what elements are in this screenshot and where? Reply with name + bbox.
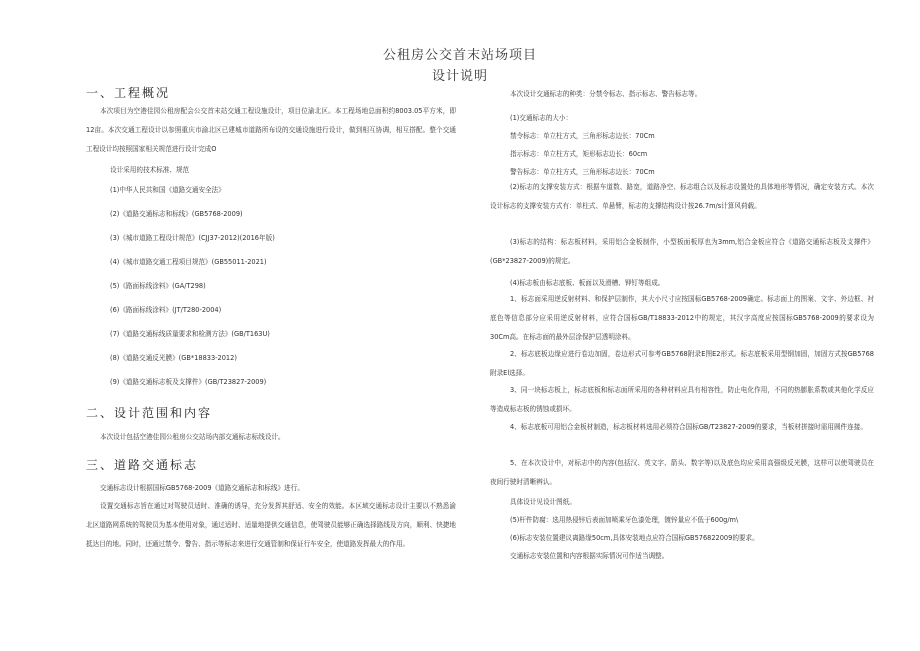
sign-size-item: 警告标志：单立柱方式，三角形标志边长：70Cm: [510, 168, 655, 176]
section-3-heading: 三、道路交通标志: [86, 458, 199, 472]
note-3-paragraph: 3、同一块标志板上，标志底板和标志面所采用的各种材料应具有相容性，防止电化作用，不同的热膨胀系数或其他化学反应等造成标志板的锈蚀或损坏。: [490, 386, 874, 413]
sign-components-paragraph: (4)标志板由标志底板、板面以及滑槽、钾钉等组成。: [510, 279, 665, 287]
document-subtitle: 设计说明: [431, 69, 488, 84]
standards-intro: 设计采用的技术标准、规范: [110, 166, 190, 174]
section-3-paragraph-2: 设置交通标志旨在通过对驾驶员适时、准确的诱导，充分发挥其舒适、安全的效能。本区域交通标志设计主要以不熟悉渝北区道路网系统的驾驶员为基本使用对象，通过适时、适量地提供交通信息，使驾驶员能够正确选择路线及方向，顺利、快捷地抵达目的地。同时，还通过禁令、警告、指示等标志来进行交通管制和保证行车安全，使道路发挥最大的作用。: [86, 502, 456, 548]
sign-size-title: (1)交通标志的大小：: [510, 114, 573, 122]
sign-size-item: 禁令标志：单立柱方式，三角形标志边长：70Cm: [510, 132, 655, 140]
document-title: 公租房公交首末站场项目: [382, 48, 537, 63]
sign-size-item: 指示标志：单立柱方式，矩形标志边长：60cm: [510, 150, 648, 158]
standard-item: (5)《路面标线涂料》(GA/T298): [110, 282, 206, 290]
standard-item: (9)《道路交通标志板及支撑件》(GB/T23827-2009): [110, 378, 267, 386]
standard-item: (2)《道路交通标志和标线》(GB5768-2009): [110, 210, 243, 218]
sign-structure-paragraph: (3)标志的结构：标志板材料，采用铝合金板制作，小型板面板厚也为3mm,铝合金板应符合《道路交通标志板及支撑件》(GB*23827-2009)的规定。: [490, 238, 874, 265]
anticorrosion-note: (5)杆件防腐：选用热侵锌后表面加喷乘牙色漆处理，镀锌量应不低于600g/m\: [510, 516, 739, 524]
standard-item: (6)《路面标线涂料》(JT/T280-2004): [110, 306, 222, 314]
standard-item: (1)中华人民共和国《道路交通安全法》: [110, 186, 225, 194]
standard-item: (4)《城市道路交通工程项目规范》(GB55011-2021): [110, 258, 267, 266]
section-1-paragraph: 本次项目为空港佳园公租房配会公交首末站交通工程设施设计，项目位渝北区。本工程场地总面积约8003.05平方米，即12亩。本次交通工程设计以参照重庆市渝北区已建城市道路所布设的交通设施进行设计，做到相互协调，相互搭配。整个交通工程设计均按照国家相关规范进行设计完成O: [86, 107, 456, 153]
note-4-paragraph: 4、标志底板可用铝合金板材制造，标志板材料选用必须符合国标GB/T23827-2009的要求，当板材拼接时需用圆件连接。: [510, 423, 867, 431]
note-2-paragraph: 2、标志底板边缘应进行卷边加固，卷边形式可参考GB5768附录E图E2形式。标志底板采用型钢加固，加固方式按GB5768附录El选择。: [490, 350, 874, 377]
see-drawings-note: 具体设计见设计图纸。: [510, 498, 576, 506]
section-2-paragraph: 本次设计包括空港佳园公租房公交站场内部交通标志标线设计。: [100, 433, 285, 441]
note-5-paragraph: 5、在本次设计中，对标志中的内容(包括汉、英文字、箭头、数字等)以及底色均应采用高强级反光膜，这样可以使驾驶员在夜间行驶时清晰辨认。: [490, 459, 874, 486]
standard-item: (7)《道路交通标线质量要求和检测方法》(GB/T163U): [110, 330, 270, 338]
support-method-paragraph: (2)标志的支撑安装方式：根据车道数、路宽，道路净空、标志组合以及标志设置处的具体地形等情况，确定安装方式。本次设计标志的支撑安装方式有：单柱式、单悬臂，标志的支撑结构设计按26.7m/s计算风荷载。: [490, 183, 874, 210]
standard-item: (8)《道路交通反光膜》(GB*18833-2012): [110, 354, 237, 362]
standard-item: (3)《城市道路工程设计规范》(CJJ37-2012)(2016年版): [110, 234, 275, 242]
closing-note: 交通标志安装位置和内容根据实际情况可作适当调整。: [510, 552, 669, 560]
section-2-heading: 二、设计范围和内容: [86, 406, 213, 420]
installation-position-note: (6)标志安装位置建议离路缘50cm,具体安装地点应符合国标GB576822009的要求。: [510, 534, 759, 542]
note-1-paragraph: 1、标志面采用逆反射材料、和保护层制作，其大小尺寸应按国标GB5768-2009确定。标志面上的图案、文字、外边框、衬底色等信息部分应采用逆反射材料，应符合国标GB/T18833-2012中的规定，其汉字高度应按国标GB5768-2009的要求设为30Cm高。在标志面的最外层涂保护层透明涂料。: [490, 295, 874, 341]
section-3-paragraph-1: 交通标志设计根据国标GB5768-2009《道路交通标志和标线》进行。: [100, 484, 304, 492]
section-1-heading: 一、工程概况: [86, 86, 171, 100]
sign-types-intro: 本次设计交通标志的种类：分禁令标志、指示标志、警告标志等。: [510, 90, 702, 98]
